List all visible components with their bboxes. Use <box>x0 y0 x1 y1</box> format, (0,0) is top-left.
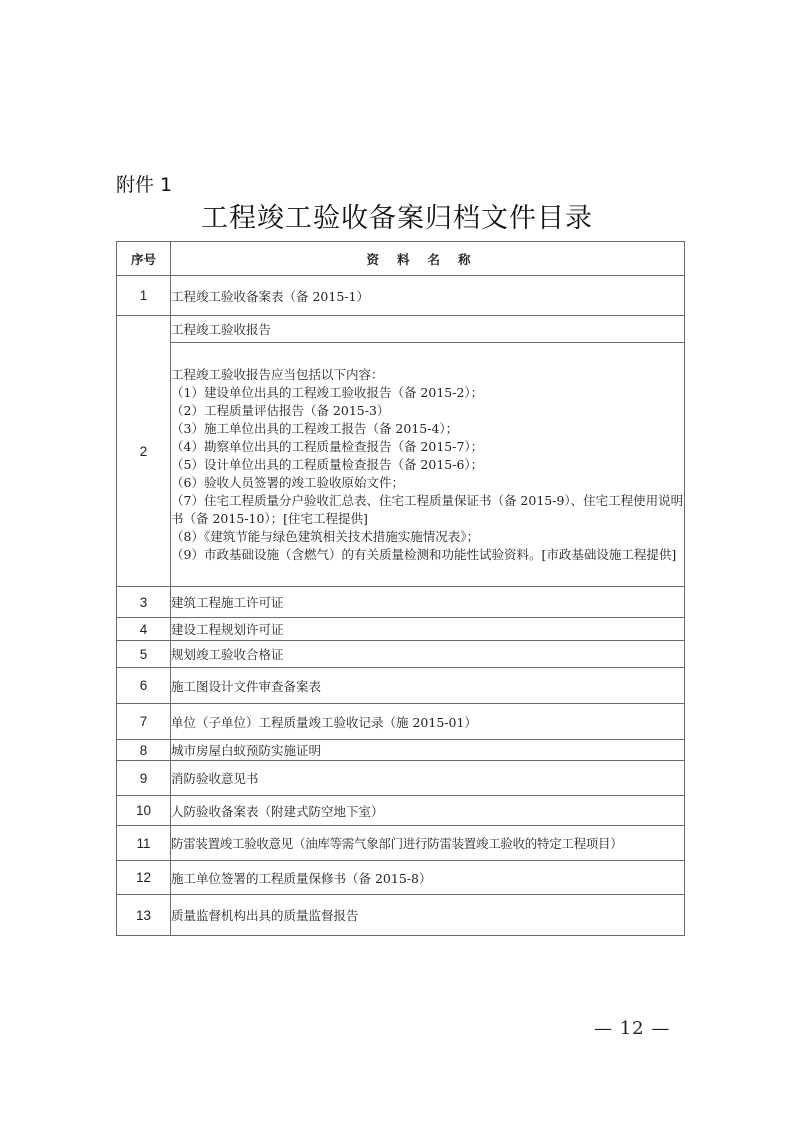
detail-line: 工程竣工验收报告应当包括以下内容： <box>171 366 384 382</box>
row-index: 4 <box>117 618 171 641</box>
row-name: 建筑工程施工许可证 <box>171 587 685 618</box>
row-name: 规划竣工验收合格证 <box>171 641 685 668</box>
page-number: — 12 — <box>594 1018 671 1039</box>
table-row <box>117 276 685 316</box>
row-details <box>171 343 685 587</box>
table-row <box>117 740 685 761</box>
header-name: 资料名称 <box>171 242 685 276</box>
detail-line: （7）住宅工程质量分户验收汇总表、住宅工程质量保证书（备 2015-9）、住宅工程使用说明书（备 2015-10）；[住宅工程提供] <box>171 492 684 526</box>
table-row <box>117 618 685 641</box>
detail-line: （1）建设单位出具的工程竣工验收报告（备 2015-2）； <box>171 384 484 400</box>
detail-line: （5）设计单位出具的工程质量检查报告（备 2015-6）； <box>171 456 484 472</box>
table-row <box>117 641 685 668</box>
row-name: 建设工程规划许可证 <box>171 618 685 641</box>
row-index: 11 <box>117 826 171 861</box>
row-index: 7 <box>117 704 171 740</box>
row-name: 单位（子单位）工程质量竣工验收记录（施 2015-01） <box>171 704 685 740</box>
table-row <box>117 796 685 826</box>
table-header-row <box>117 242 685 276</box>
row-name: 城市房屋白蚁预防实施证明 <box>171 740 685 761</box>
detail-line: （6）验收人员签署的竣工验收原始文件； <box>171 474 404 490</box>
attachment-label: 附件 1 <box>116 174 173 196</box>
table-row <box>117 587 685 618</box>
table-row <box>117 761 685 796</box>
row-index: 1 <box>117 276 171 316</box>
table-row <box>117 895 685 936</box>
row-index: 6 <box>117 668 171 704</box>
row-index: 12 <box>117 861 171 895</box>
table-row <box>117 704 685 740</box>
row-index: 13 <box>117 895 171 936</box>
detail-line: （2）工程质量评估报告（备 2015-3） <box>171 402 390 418</box>
row-index: 2 <box>117 316 171 587</box>
detail-line: （8）《建筑节能与绿色建筑相关技术措施实施情况表》； <box>171 528 479 544</box>
row-name: 工程竣工验收报告 <box>171 316 685 343</box>
detail-line: （3）施工单位出具的工程竣工报告（备 2015-4）； <box>171 420 459 436</box>
row-name: 施工图设计文件审查备案表 <box>171 668 685 704</box>
header-index: 序号 <box>117 242 171 276</box>
detail-line: （9）市政基础设施（含燃气）的有关质量检测和功能性试验资料。[市政基础设施工程提供] <box>171 546 677 562</box>
row-index: 10 <box>117 796 171 826</box>
detail-line: （4）勘察单位出具的工程质量检查报告（备 2015-7）； <box>171 438 484 454</box>
row-index: 8 <box>117 740 171 761</box>
table-row <box>117 826 685 861</box>
table-row <box>117 861 685 895</box>
row-index: 3 <box>117 587 171 618</box>
row-name: 质量监督机构出具的质量监督报告 <box>171 895 685 936</box>
row-index: 5 <box>117 641 171 668</box>
row-name: 工程竣工验收备案表（备 2015-1） <box>171 276 685 316</box>
document-title: 工程竣工验收备案归档文件目录 <box>201 203 593 234</box>
row-name: 防雷装置竣工验收意见（油库等需气象部门进行防雷装置竣工验收的特定工程项目） <box>171 826 685 861</box>
table-row <box>117 668 685 704</box>
row-index: 9 <box>117 761 171 796</box>
row-name: 施工单位签署的工程质量保修书（备 2015-8） <box>171 861 685 895</box>
table-row-details <box>117 343 685 587</box>
row-name: 人防验收备案表（附建式防空地下室） <box>171 796 685 826</box>
archive-catalog-table <box>116 241 685 936</box>
table-row <box>117 316 685 343</box>
row-name: 消防验收意见书 <box>171 761 685 796</box>
